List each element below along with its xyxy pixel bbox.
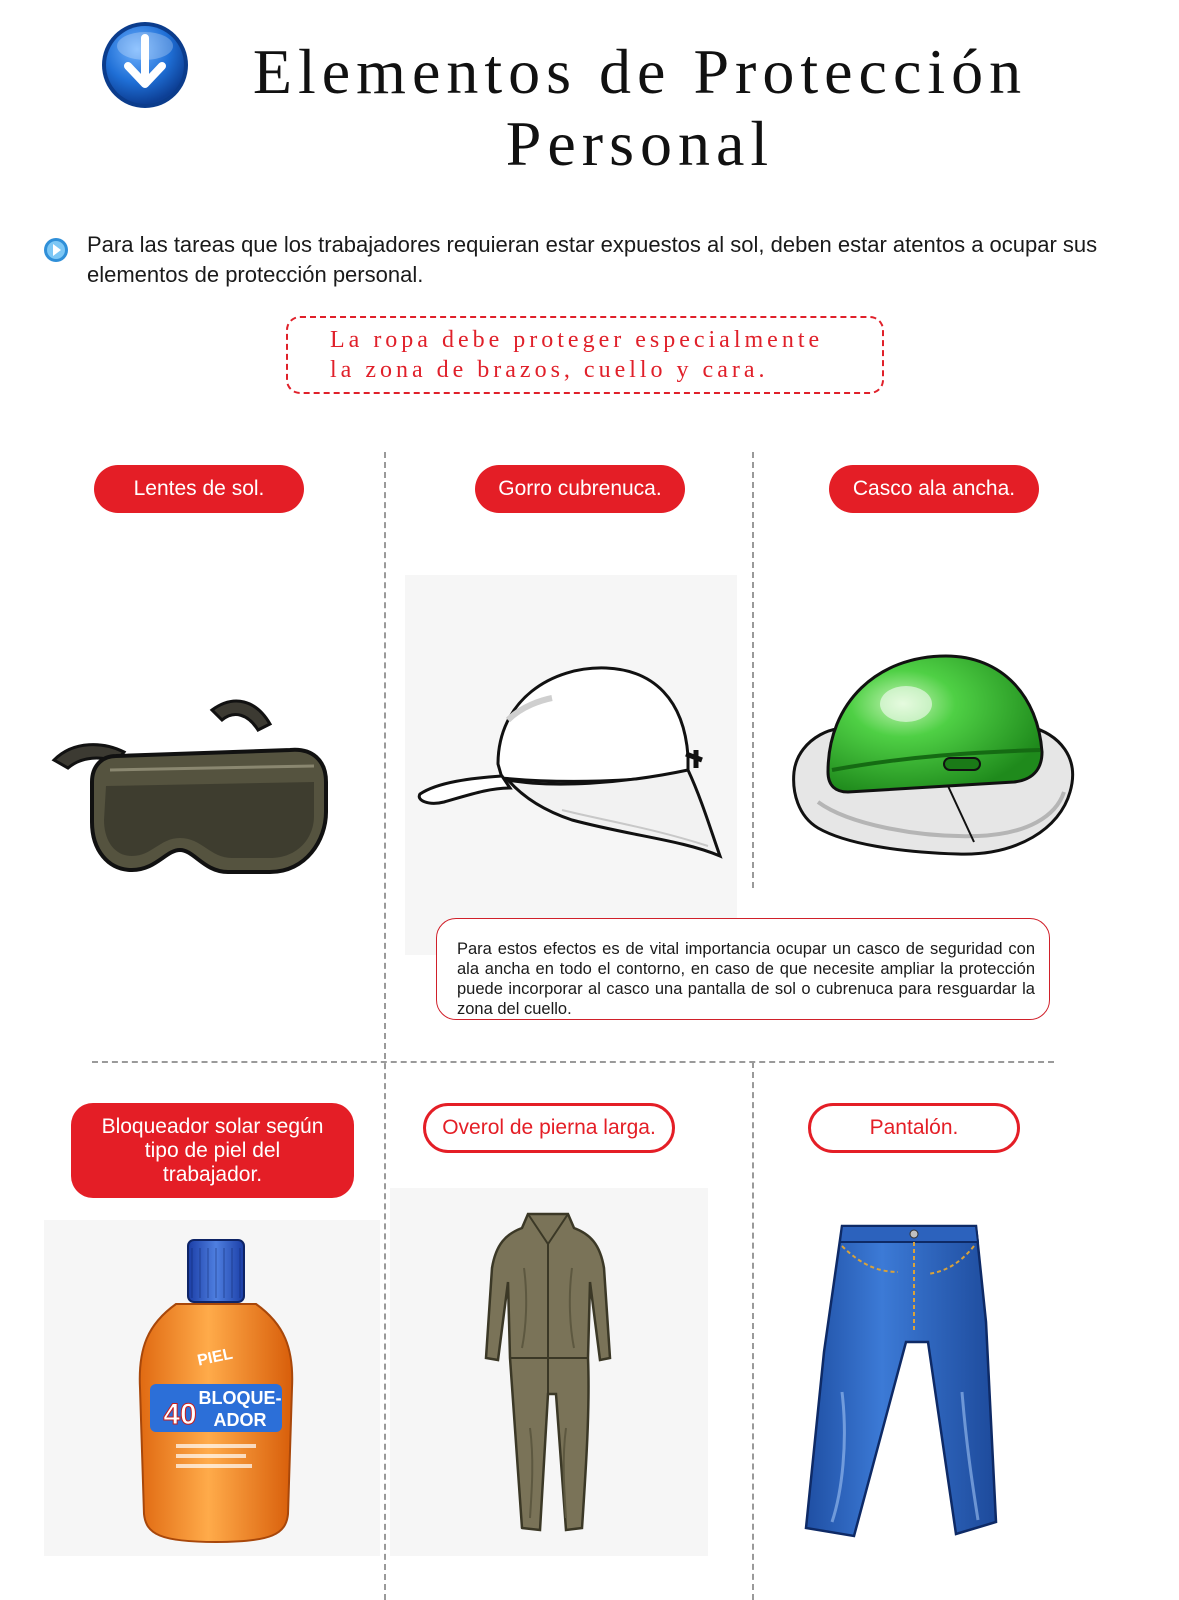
label-pantalon: Pantalón. xyxy=(808,1103,1020,1153)
label-gorro-cubrenuca: Gorro cubrenuca. xyxy=(475,465,685,513)
helmet-illustration xyxy=(788,652,1078,858)
vertical-divider xyxy=(752,452,754,888)
bottle-brand-text: PIEL xyxy=(195,1345,235,1370)
sunscreen-bottle-illustration xyxy=(136,1238,296,1544)
bottle-line1-text: BLOQUE- xyxy=(198,1388,282,1408)
horizontal-divider xyxy=(92,1061,1054,1063)
page-title: Elementos de Protección Personal xyxy=(252,36,1028,179)
play-bullet-icon xyxy=(42,236,70,264)
vertical-divider xyxy=(384,452,386,1600)
note-text: La ropa debe proteger especialmente la zona de brazos, cuello y cara. xyxy=(330,327,824,383)
label-bloqueador-solar: Bloqueador solar según tipo de piel del trabajador. xyxy=(71,1103,354,1198)
info-text: Para estos efectos es de vital importancia ocupar un casco de seguridad con ala ancha en todo el contorno, en caso de que necesite ampliar la protección puede incorporar al casco una pantalla de sol o cubrenuca para resguardar la zona del cuello. xyxy=(457,940,1035,1018)
jeans-illustration xyxy=(802,1222,998,1540)
vertical-divider xyxy=(752,1062,754,1600)
overall-illustration xyxy=(478,1208,618,1544)
label-casco-ala-ancha: Casco ala ancha. xyxy=(829,465,1039,513)
cap-illustration xyxy=(412,660,732,870)
label-overol: Overol de pierna larga. xyxy=(423,1103,675,1153)
bottle-spf-text: 40 xyxy=(163,1398,197,1431)
label-lentes-de-sol: Lentes de sol. xyxy=(94,465,304,513)
intro-text: Para las tareas que los trabajadores requieran estar expuestos al sol, deben estar atentos a ocupar sus elementos de protección personal. xyxy=(87,232,1098,287)
bottle-line2-text: ADOR xyxy=(213,1410,267,1430)
sunglasses-illustration xyxy=(44,690,334,890)
